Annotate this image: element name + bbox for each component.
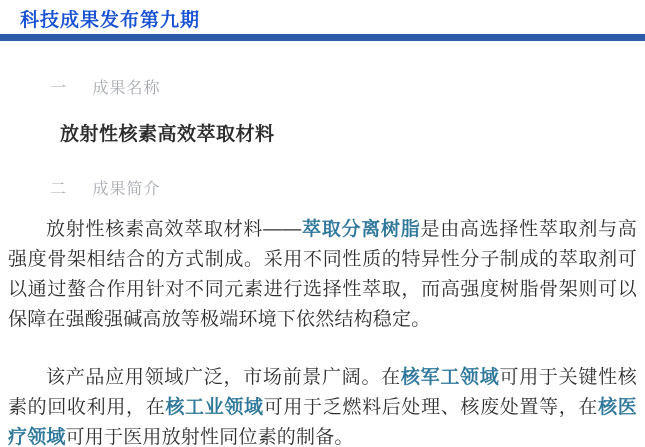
section-number: 二 bbox=[50, 181, 68, 198]
highlight-term: 核工业领域 bbox=[165, 397, 264, 418]
body-text: 可用于关键性核素的回收利用，在 bbox=[8, 367, 637, 418]
page-title: 科技成果发布第九期 bbox=[20, 10, 201, 31]
section-heading-intro bbox=[50, 176, 645, 199]
section-number: 一 bbox=[50, 80, 68, 97]
body-text: 可用于乏燃料后处理、核废处置等，在 bbox=[263, 397, 599, 418]
page-header bbox=[0, 0, 645, 41]
body-paragraph bbox=[8, 215, 637, 335]
section-label: 成果名称 bbox=[92, 80, 161, 97]
body-text: 该产品应用领域广泛，市场前景广阔。在 bbox=[46, 367, 401, 388]
body-text: 可用于医用放射性同位素的制备。 bbox=[65, 427, 354, 447]
highlight-term: 核医疗领域 bbox=[8, 397, 637, 447]
achievement-name: 放射性核素高效萃取材料 bbox=[60, 124, 275, 145]
section-label: 成果简介 bbox=[92, 181, 161, 198]
highlight-term: 萃取分离树脂 bbox=[301, 219, 421, 240]
intro-paragraphs bbox=[8, 215, 637, 447]
section-heading-name bbox=[50, 75, 645, 98]
body-text: 放射性核素高效萃取材料—— bbox=[46, 219, 302, 240]
body-paragraph bbox=[8, 363, 637, 447]
document-body bbox=[0, 75, 645, 447]
body-text: 是由高选择性萃取剂与高强度骨架相结合的方式制成。采用不同性质的特异性分子制成的萃取剂可以通过螯合作用针对不同元素进行选择性萃取，而高强度树脂骨架则可以保障在强酸强碱高放等极端环境下依然结构稳定。 bbox=[8, 219, 638, 330]
highlight-term: 核军工领域 bbox=[400, 367, 500, 388]
header-divider-bar bbox=[0, 34, 645, 41]
